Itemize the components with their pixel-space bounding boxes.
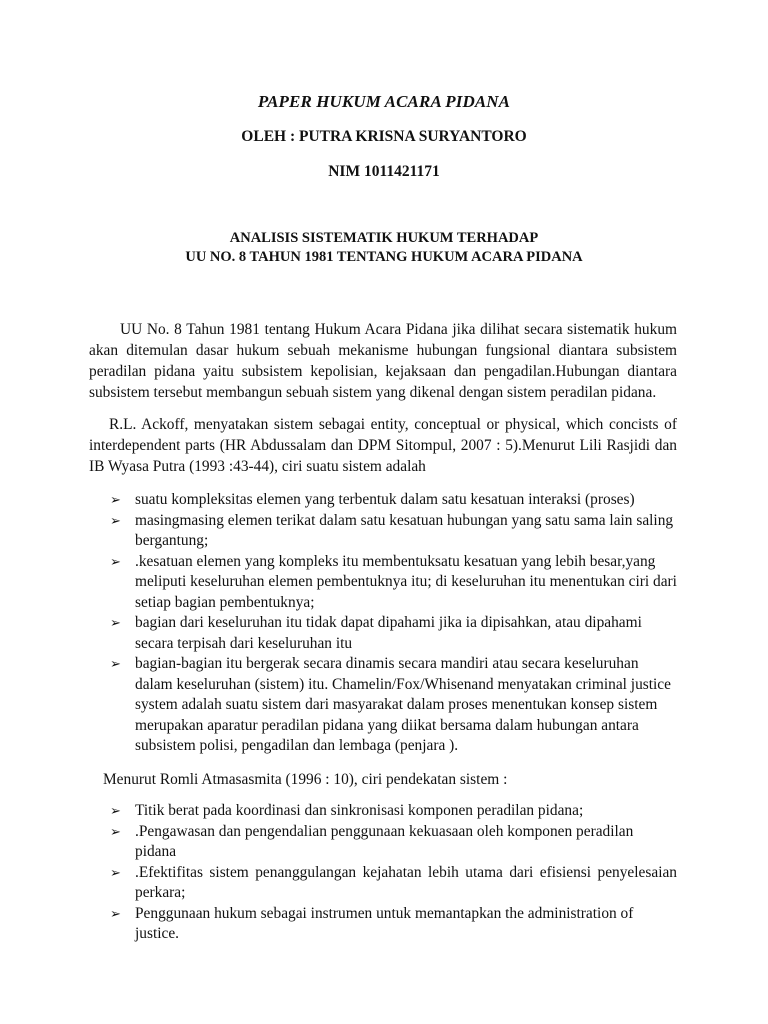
document-subtitle	[0, 229, 768, 267]
arrow-bullet-icon: ➢	[110, 492, 121, 507]
list-item	[110, 613, 677, 654]
subtitle-line-1: ANALISIS SISTEMATIK HUKUM TERHADAP	[229, 230, 539, 246]
list-item-text: bagian dari keseluruhan itu tidak dapat dipahami jika ia dipisahkan, atau dipahami secara terpisah dari keseluruhan itu	[135, 614, 642, 652]
system-approach-list	[110, 801, 677, 945]
list-item-text: Titik berat pada koordinasi dan sinkronisasi komponen peradilan pidana;	[135, 802, 584, 819]
list-item	[110, 822, 677, 863]
document-title: PAPER HUKUM ACARA PIDANA	[257, 92, 511, 111]
arrow-bullet-icon: ➢	[110, 553, 121, 569]
list-item	[110, 490, 677, 511]
paragraph-1: UU No. 8 Tahun 1981 tentang Hukum Acara Pidana jika dilihat secara sistematik hukum akan ditemulan dasar hukum sebuah mekanisme hubungan fungsional diantara subsistem peradilan pidana yaitu subsistem kepolisian, kejaksaan dan pengadilan.Hubungan diantara subsistem tersebut membangun sebuah sistem yang dikenal dengan sistem peradilan pidana.	[89, 321, 677, 401]
arrow-bullet-icon: ➢	[110, 803, 121, 818]
list-item	[110, 654, 677, 757]
arrow-bullet-icon: ➢	[110, 823, 121, 839]
system-characteristics-list	[110, 490, 677, 757]
list-item-text: suatu kompleksitas elemen yang terbentuk dalam satu kesatuan interaksi (proses)	[135, 491, 635, 508]
arrow-bullet-icon: ➢	[110, 905, 121, 921]
list-item-text: bagian-bagian itu bergerak secara dinamis secara mandiri atau secara keseluruhan dalam keseluruhan (sistem) itu. Chamelin/Fox/Whisenand menyatakan criminal justice system adalah suatu sistem dari masyarakat dalam proses menentukan konsep sistem merupakan aparatur peradilan pidana yang diikat bersama dalam hubungan antara subsistem polisi, pengadilan dan lembaga (penjara ).	[135, 655, 671, 754]
subtitle-line-2: UU NO. 8 TAHUN 1981 TENTANG HUKUM ACARA PIDANA	[185, 249, 583, 265]
arrow-bullet-icon: ➢	[110, 512, 121, 528]
list-item	[110, 904, 677, 945]
list-item	[110, 511, 677, 552]
list-item-text: .Efektifitas sistem penanggulangan kejahatan lebih utama dari efisiensi penyelesaian perkara;	[135, 863, 677, 901]
list-item-text: Penggunaan hukum sebagai instrumen untuk memantapkan the administration of justice.	[135, 904, 634, 942]
list-item-text: .kesatuan elemen yang kompleks itu membentuksatu kesatuan yang lebih besar,yang meliputi keseluruhan elemen pembentuknya itu; di keseluruhan itu menentukan ciri dari setiap bagian pembentuknya;	[135, 552, 677, 611]
list-item	[110, 552, 677, 614]
arrow-bullet-icon: ➢	[110, 656, 121, 671]
list-item	[110, 863, 677, 904]
arrow-bullet-icon: ➢	[110, 615, 121, 630]
nim-line: NIM 1011421171	[328, 163, 440, 180]
arrow-bullet-icon: ➢	[110, 864, 121, 880]
list-item	[110, 801, 677, 822]
paragraph-3: Menurut Romli Atmasasmita (1996 : 10), ciri pendekatan sistem :	[103, 771, 508, 788]
author-line: OLEH : PUTRA KRISNA SURYANTORO	[241, 128, 527, 145]
list-item-text: .Pengawasan dan pengendalian penggunaan kekuasaan oleh komponen peradilan pidana	[135, 822, 634, 860]
list-item-text: masingmasing elemen terikat dalam satu kesatuan hubungan yang satu sama lain saling bergantung;	[135, 511, 674, 549]
paragraph-2: R.L. Ackoff, menyatakan sistem sebagai entity, conceptual or physical, which concists of interdependent parts (HR Abdussalam dan DPM Sitompul, 2007 : 5).Menurut Lili Rasjidi dan IB Wyasa Putra (1993 :43-44), ciri suatu sistem adalah	[89, 416, 677, 475]
